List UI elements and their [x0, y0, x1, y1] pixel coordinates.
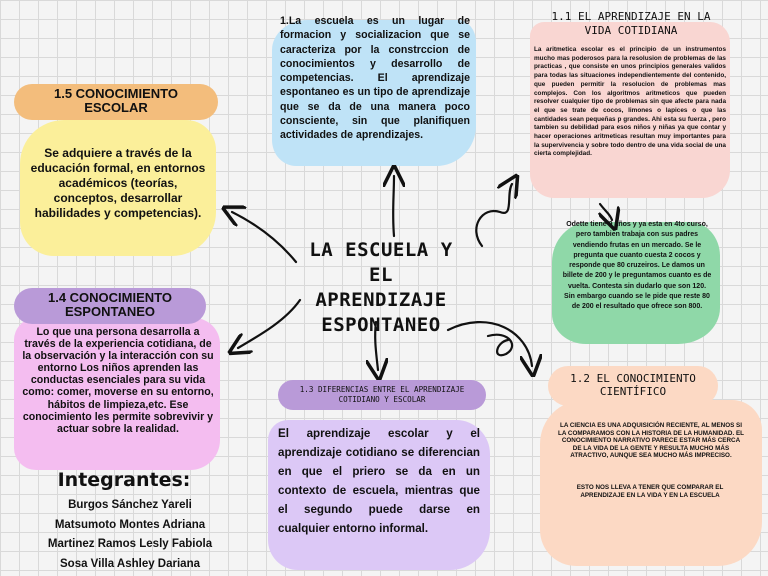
integrante-1: Burgos Sánchez Yareli	[68, 499, 192, 511]
sec-1-5-header	[14, 84, 218, 120]
sec-1-3-header	[278, 380, 486, 410]
sec-1-3-body: El aprendizaje escolar y el aprendizaje cotidiano se diferencian en que el priero se da en un contexto de escuela, mientras que el segundo puede darse en cualquier entorno informal.	[278, 427, 480, 535]
green-example-text: Odette tiene 9 años y ya esta en 4to curso, pero tambien trabaja con sus padres vendiendo frutas en un mercado. Se le pregunta que cuanto cuesta 2 cocos y responde que 80 cruzeiros. Le damos un billete de 200 y le preguntamos cuanto es de vuelta. Contesta sin dudarlo que son 120. Sin embargo cuando se le pide que reste 80 de 200 el resultado que ofrece son 800.	[562, 221, 712, 311]
arrow-to-sec-1-5	[232, 212, 296, 262]
arrow-to-sec-1-1	[476, 184, 512, 246]
integrante-4: Sosa Villa Ashley Dariana	[60, 557, 200, 570]
sec-1-4-header	[14, 288, 206, 324]
intro-text: 1.La escuela es un lugar de formacion y socializacion que se caracteriza por la constrccion de conocimientos y desarrollo de competencias. El aprendizaje espontaneo es un tipo de aprendizaje que se da de una manera poco consciente, sin que planifiquen actividades de aprendizajes.	[280, 15, 470, 142]
sec-1-1-body: La aritmetica escolar es el principio de un instrumentos mucho mas poderosos para la resolusion de problemas de las practicas , que consiste en unos principios generales validos para todas las situaciones independientemente del contenido, que pueden permitir la resolucion de problemas mas complejos. Con los algoritmos aritmeticos que pueden resolver cualquier tipo de problemas sin que afecte para nada el que se trate de cocos, limones o lapices o que las cantidades sean pequeñas p grandes. Ahi esta su fuerza , pero tambien su debilidad para esos niños y niñas ya que contar y hacer operaciones aritmeticas resultan muy importantes para la supervivencia y sobre todo dentro de una vida social de una cierta complejidad.	[534, 46, 726, 158]
integrantes-heading: Integrantes:	[57, 469, 191, 491]
sec-1-1-title: 1.1 EL APRENDIZAJE EN LA VIDA COTIDIANA	[551, 10, 711, 37]
sec-1-2-header	[548, 366, 718, 406]
center-title-line-2: APRENDIZAJE	[315, 289, 447, 311]
arrow-to-sec-1-2-loop	[488, 335, 512, 356]
sec-1-4-body: Lo que una persona desarrolla a través de la experiencia cotidiana, de la observación y la interacción con su entorno Los niños aprenden las conductas esenciales para su vida como: comer, moverse en su entorno, hábitos de limpieza,etc. Ese conocimiento les permite sobrevivir y actuar sobre la realidad.	[22, 326, 214, 435]
arrow-to-intro	[393, 176, 394, 236]
sec-1-2-title: 1.2 EL CONOCIMIENTO CIENTÍFICO	[570, 372, 696, 398]
center-title-line-3: ESPONTANEO	[321, 314, 441, 336]
center-title-line-1: LA ESCUELA Y EL	[309, 239, 453, 286]
sec-1-4-title: 1.4 CONOCIMIENTO ESPONTANEO	[47, 290, 172, 319]
center-title	[292, 238, 470, 338]
sec-1-5-title: 1.5 CONOCIMIENTO ESCOLAR	[53, 86, 178, 115]
integrante-3: Martinez Ramos Lesly Fabiola	[47, 538, 213, 550]
arrow-to-green	[600, 204, 612, 220]
integrante-2: Matsumoto Montes Adriana	[54, 518, 206, 531]
integrantes-list	[14, 496, 246, 574]
arrow-to-sec-1-4	[238, 300, 300, 348]
sec-1-5-body: Se adquiere a través de la educación formal, en entornos académicos (teorías, conceptos, desarrollar habilidades y competencias).	[30, 146, 206, 220]
sec-1-3-title: 1.3 DIFERENCIAS ENTRE EL APRENDIZAJE COTIDIANO Y ESCOLAR	[299, 385, 465, 404]
sec-1-2-body-2: ESTO NOS LLEVA A TENER QUE COMPARAR EL APRENDIZAJE EN LA VIDA Y EN LA ESCUELA	[576, 484, 724, 499]
sec-1-2-body-1: LA CIENCIA ES UNA ADQUISICIÓN RECIENTE, AL MENOS SI LA COMPARAMOS CON LA HISTORIA DE LA HUMANIDAD. EL CONOCIMIENTO NARRATIVO PARECE ESTAR MÁS CERCA DE LA VIDA DE LA GENTE Y RESULTA MUCHO MÁS ATRACTIVO, AUNQUE SEA MUCHO MÁS IMPRECISO.	[558, 422, 744, 460]
